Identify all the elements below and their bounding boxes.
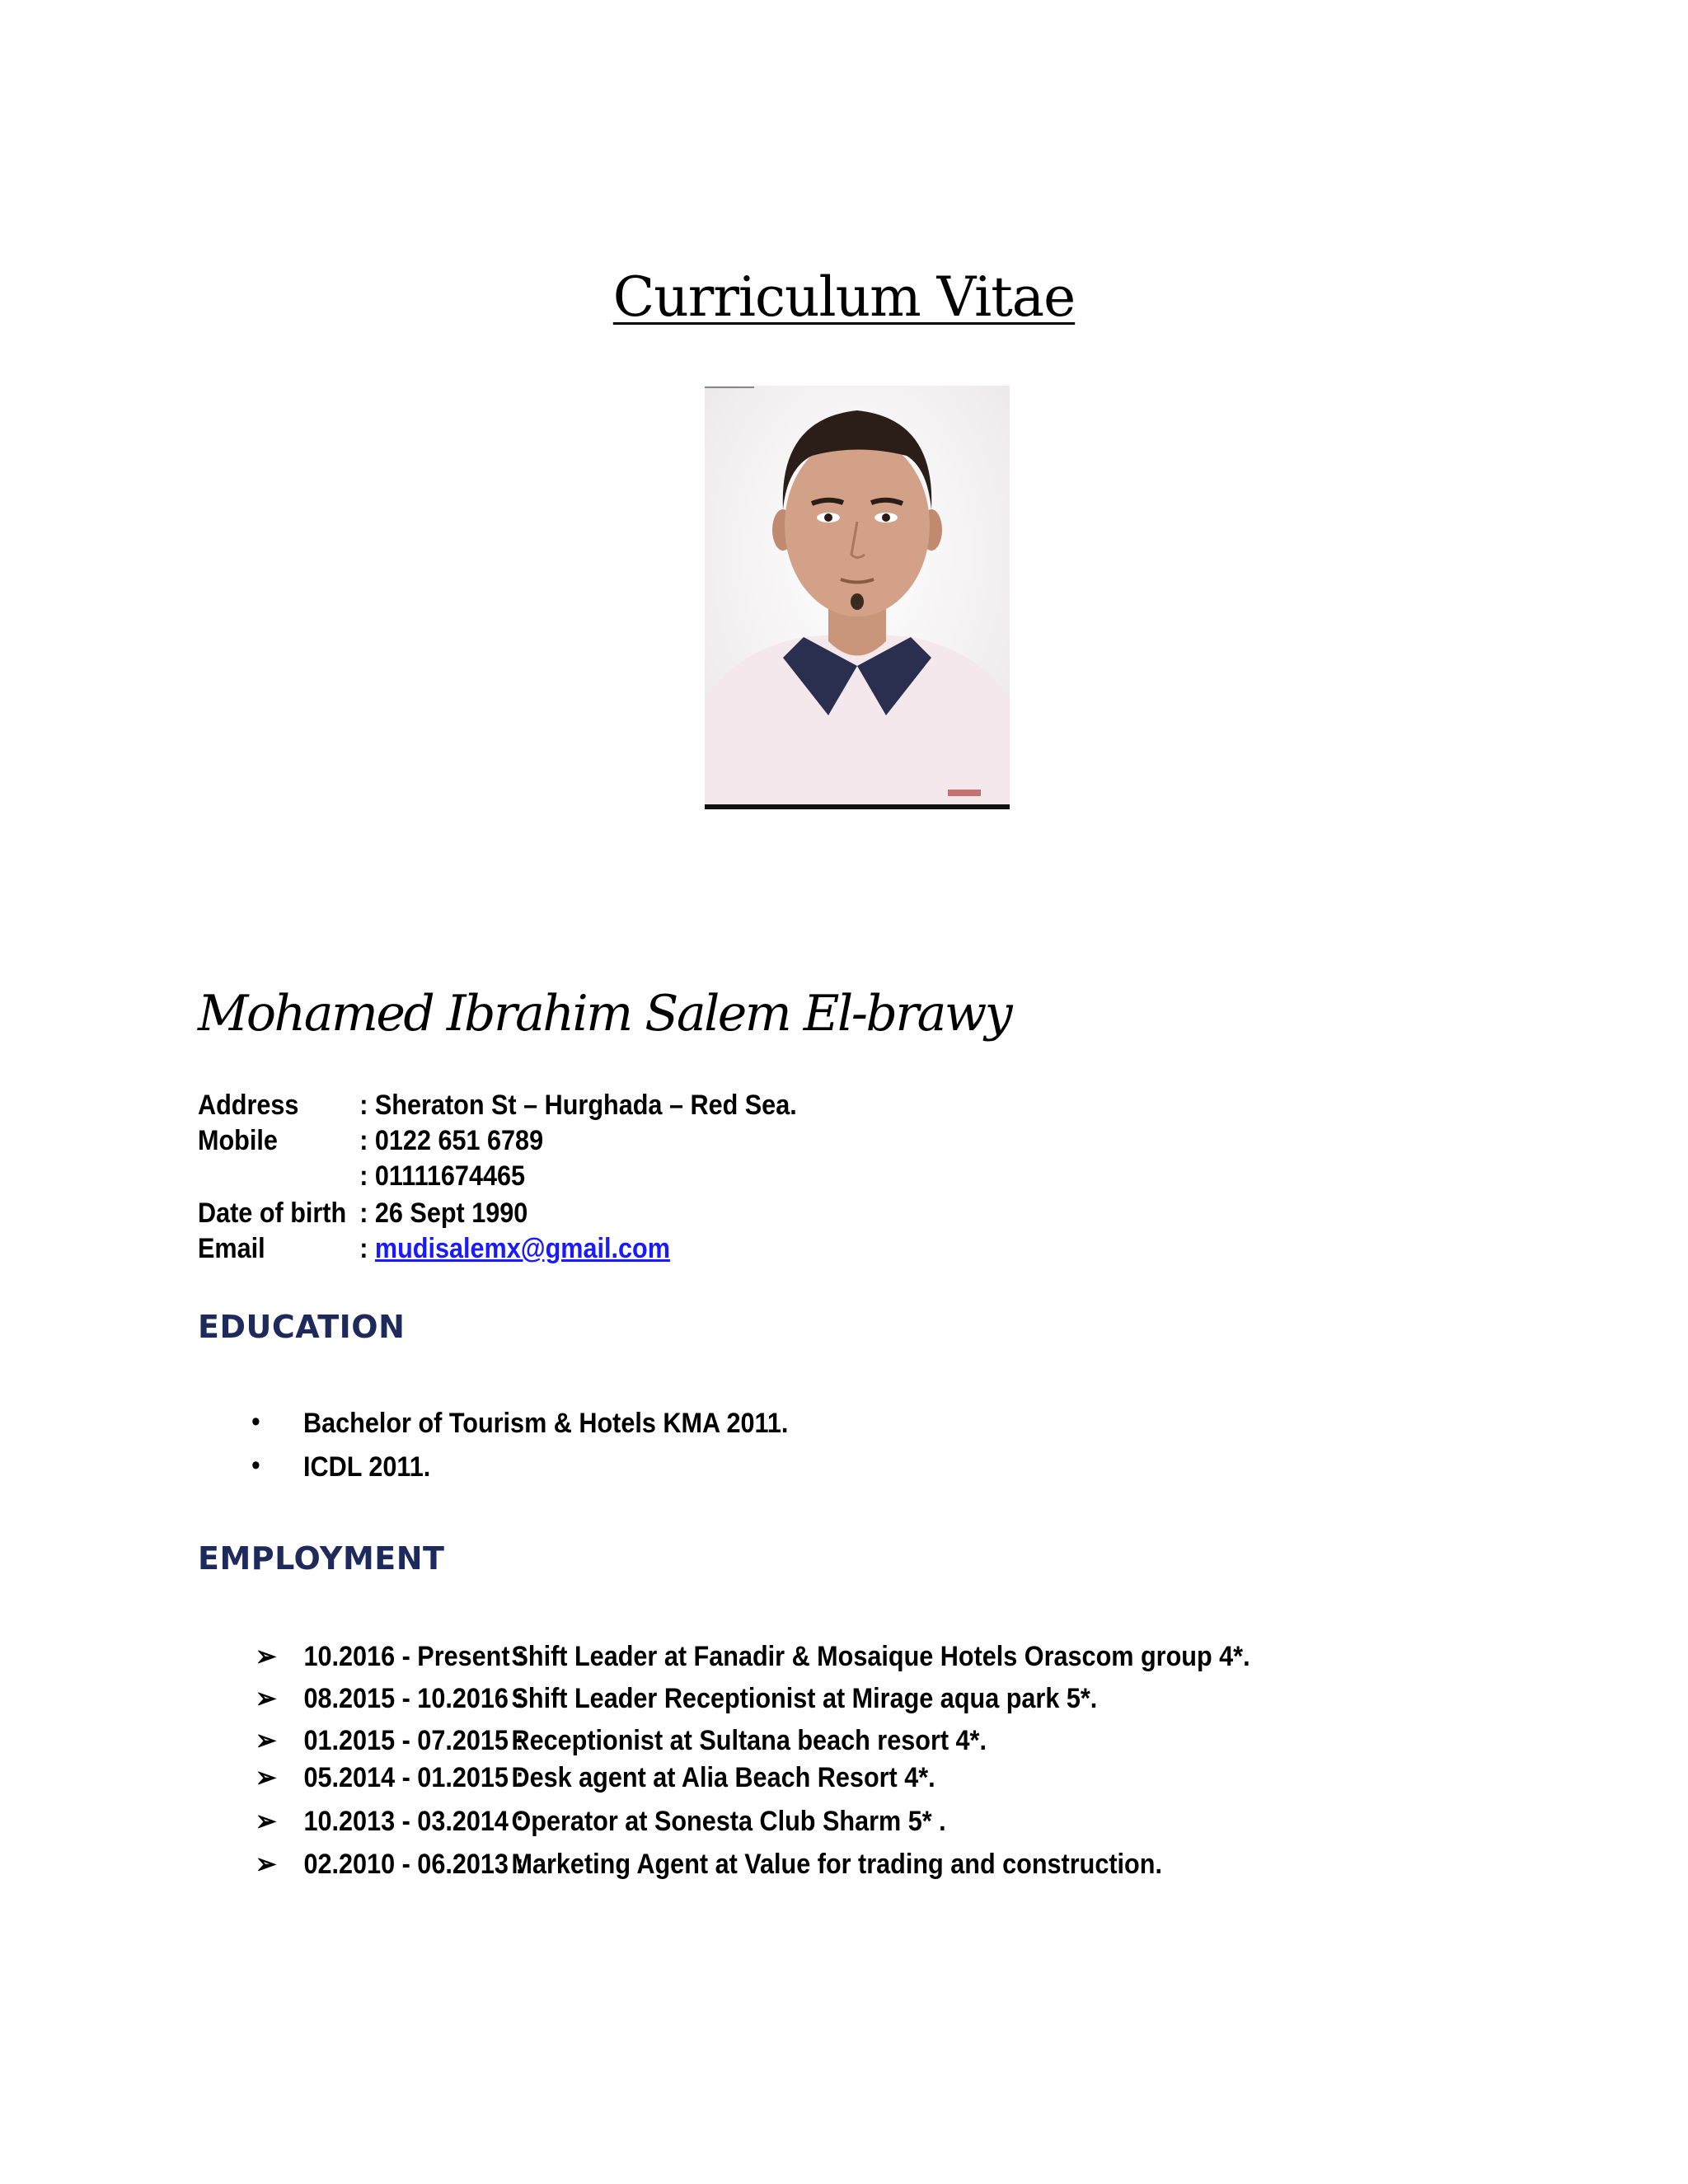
- bullet-dot-icon: •: [251, 1450, 260, 1481]
- education-item-text: ICDL 2011.: [303, 1451, 431, 1483]
- email-value: [359, 1232, 670, 1265]
- email-link[interactable]: mudisalemx@gmail.com: [374, 1233, 670, 1264]
- bullet-dot-icon: •: [251, 1406, 260, 1437]
- employment-description: Desk agent at Alia Beach Resort 4*.: [511, 1762, 935, 1793]
- education-heading: EDUCATION: [198, 1309, 406, 1345]
- address-value: : Sheraton St – Hurghada – Red Sea.: [359, 1090, 797, 1121]
- arrowhead-bullet-icon: ➢: [256, 1641, 277, 1672]
- email-separator: :: [359, 1233, 375, 1264]
- mobile-2-value: : 01111674465: [359, 1160, 526, 1192]
- employment-description: Shift Leader at Fanadir & Mosaique Hotels Orascom group 4*.: [511, 1641, 1250, 1672]
- address-label: Address: [198, 1090, 299, 1121]
- arrowhead-bullet-icon: ➢: [256, 1683, 277, 1714]
- employment-dates: 10.2016 - Present :: [303, 1641, 526, 1672]
- profile-photo: [705, 386, 1010, 809]
- employment-description: Operator at Sonesta Club Sharm 5* .: [511, 1806, 946, 1837]
- dob-value: : 26 Sept 1990: [359, 1197, 528, 1229]
- email-label: Email: [198, 1233, 265, 1264]
- mobile-value: : 0122 651 6789: [359, 1125, 544, 1156]
- candidate-name: Mohamed Ibrahim Salem El-brawy: [198, 985, 1011, 1043]
- employment-description: Receptionist at Sultana beach resort 4*.: [511, 1725, 987, 1756]
- arrowhead-bullet-icon: ➢: [256, 1849, 277, 1880]
- arrowhead-bullet-icon: ➢: [256, 1806, 277, 1837]
- employment-dates: 01.2015 - 07.2015 :: [303, 1725, 524, 1756]
- employment-dates: 05.2014 - 01.2015 :: [303, 1762, 524, 1793]
- dob-label: Date of birth: [198, 1197, 347, 1229]
- employment-heading: EMPLOYMENT: [198, 1540, 445, 1577]
- employment-dates: 10.2013 - 03.2014 :: [303, 1806, 524, 1837]
- arrowhead-bullet-icon: ➢: [256, 1725, 277, 1756]
- arrowhead-bullet-icon: ➢: [256, 1762, 277, 1793]
- mobile-label: Mobile: [198, 1125, 278, 1156]
- document-title: Curriculum Vitae: [612, 265, 1076, 329]
- employment-dates: 08.2015 - 10.2016 :: [303, 1683, 524, 1714]
- education-item-text: Bachelor of Tourism & Hotels KMA 2011.: [303, 1408, 789, 1439]
- employment-description: Shift Leader Receptionist at Mirage aqua park 5*.: [511, 1683, 1098, 1714]
- employment-description: Marketing Agent at Value for trading and construction.: [511, 1849, 1162, 1880]
- employment-dates: 02.2010 - 06.2013 :: [303, 1849, 524, 1880]
